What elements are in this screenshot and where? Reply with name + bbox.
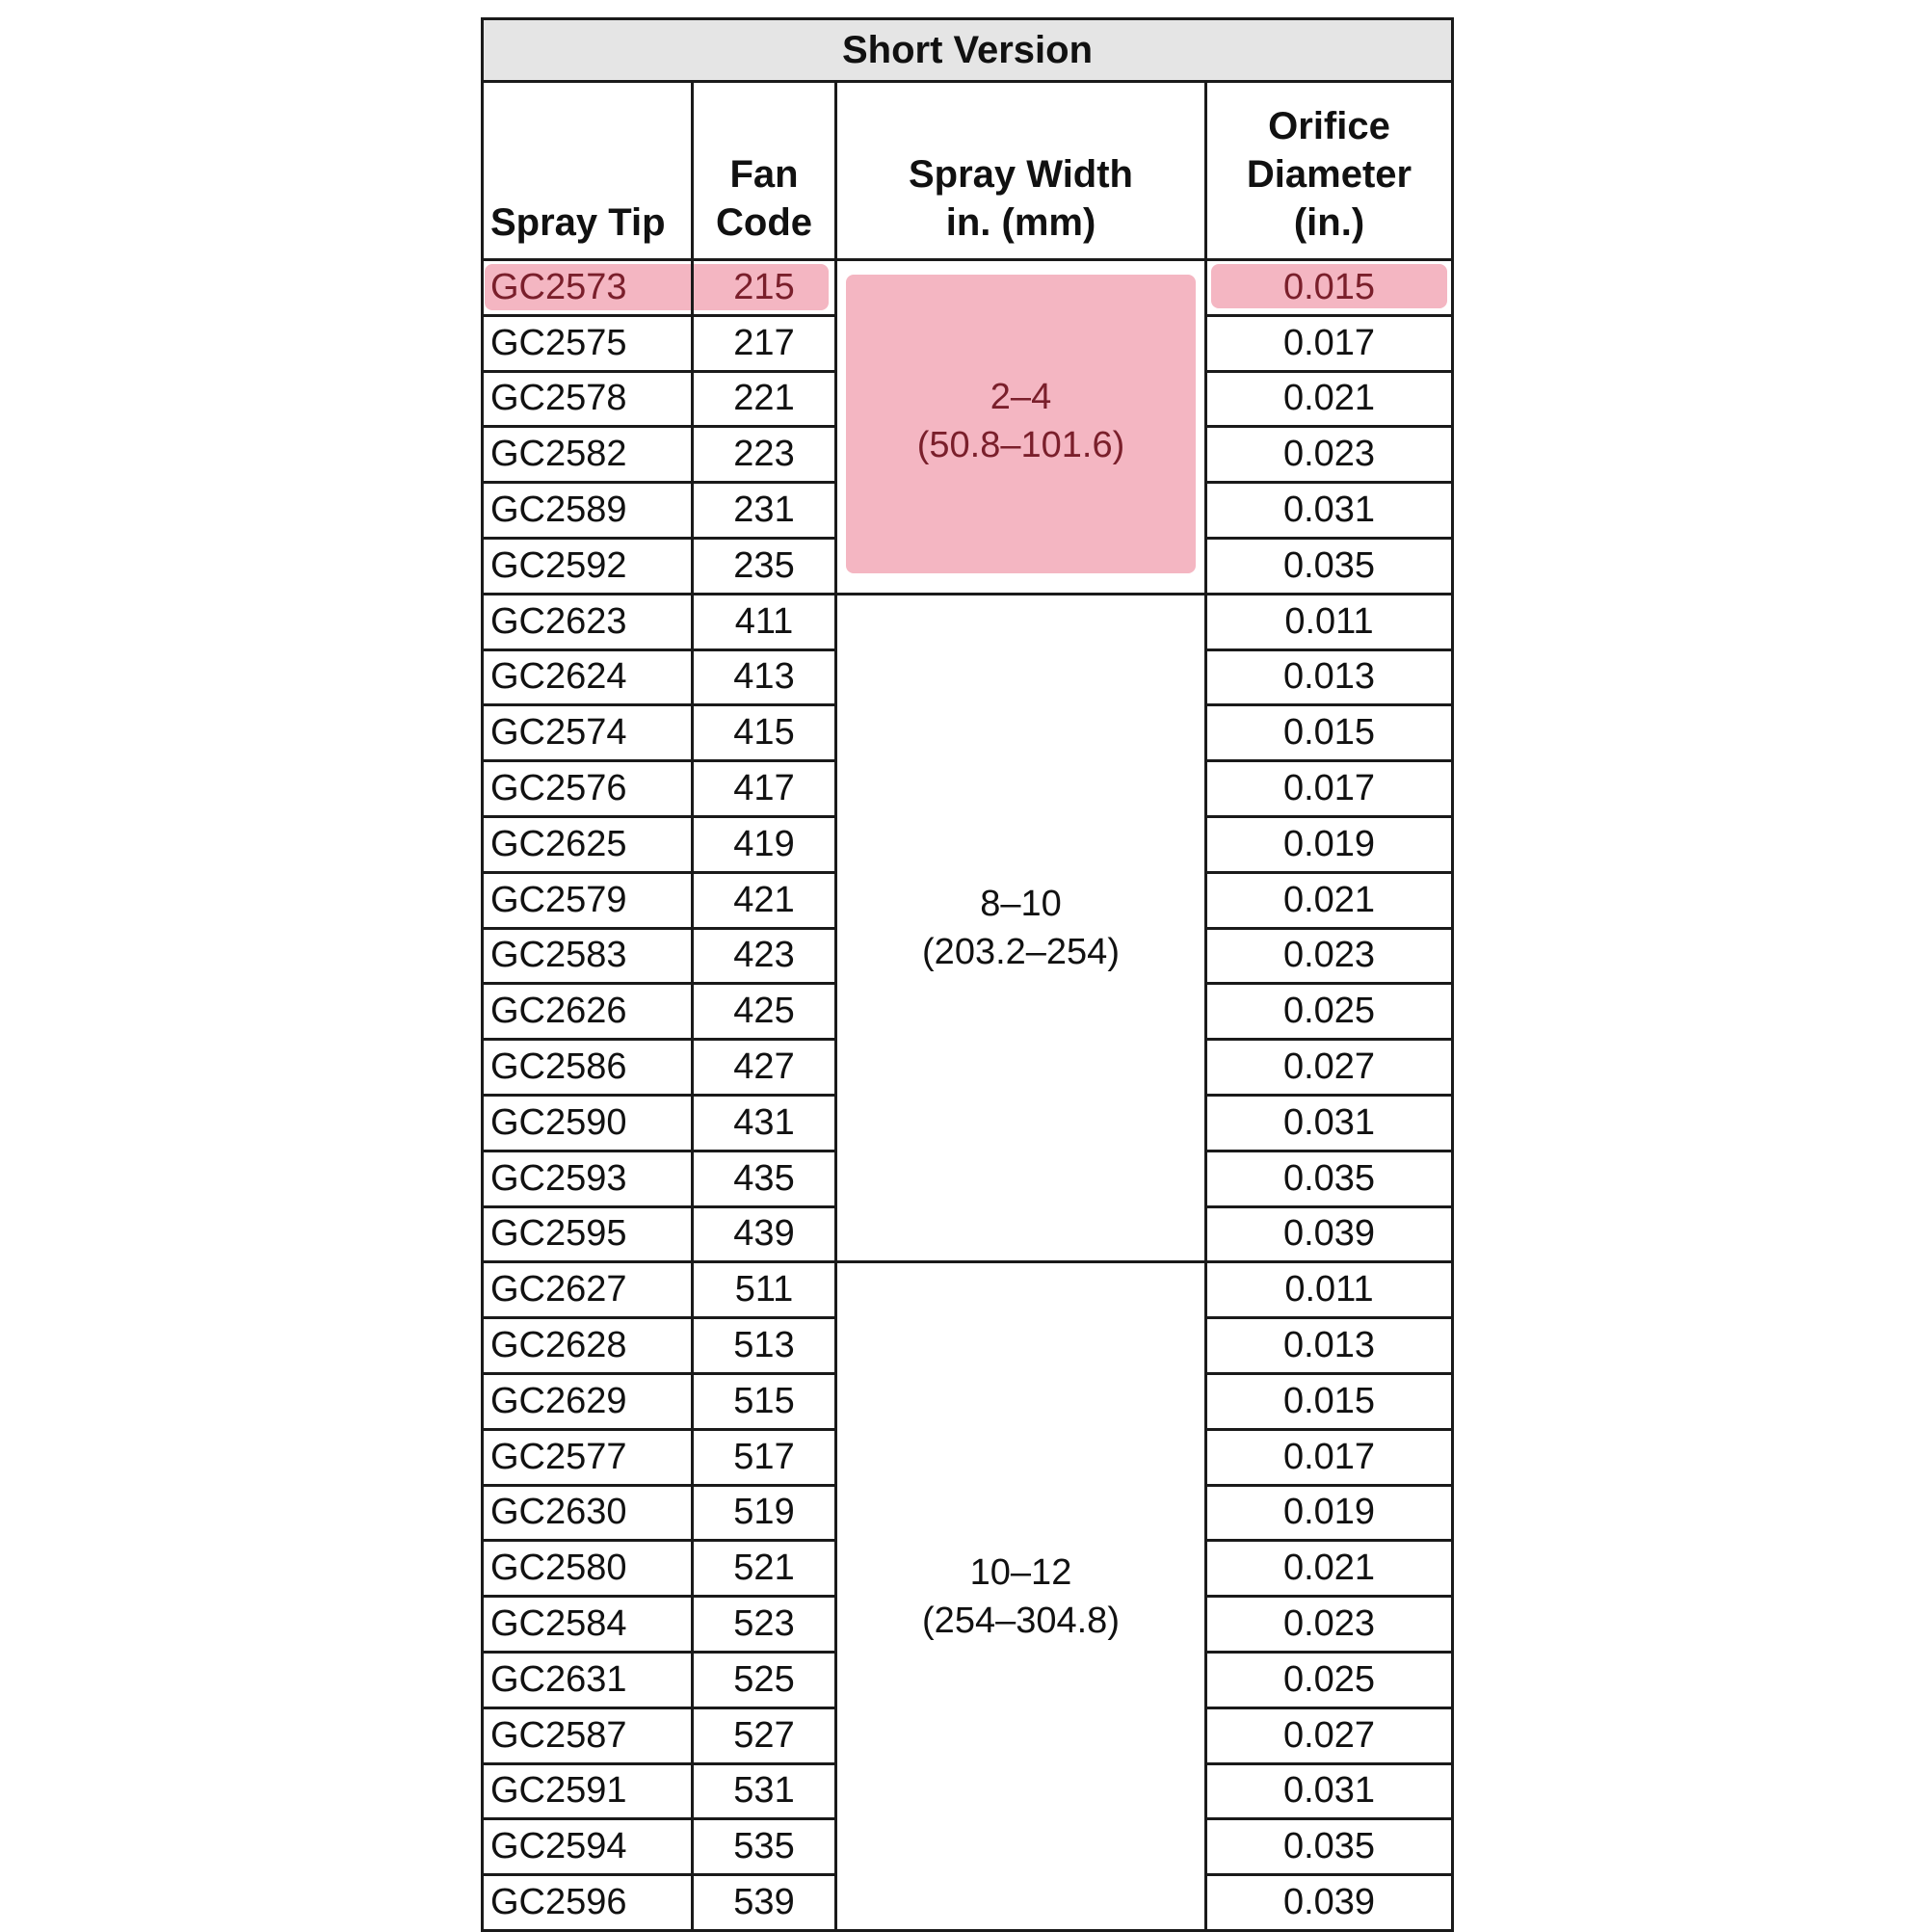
header-spray-tip-label: Spray Tip (490, 201, 666, 244)
fan-code-cell (691, 1316, 837, 1375)
orifice-cell-text: 0.015 (1282, 266, 1376, 307)
fan-code-cell-text: 435 (733, 1157, 795, 1199)
spray-tip-cell (481, 1150, 694, 1208)
spray-tip-cell-text: GC2582 (490, 434, 627, 475)
orifice-cell-text: 0.025 (1282, 1658, 1376, 1700)
spray-tip-cell-text: GC2584 (490, 1603, 627, 1645)
orifice-cell (1204, 314, 1454, 373)
spray-width-group (834, 258, 1207, 595)
orifice-cell (1204, 1372, 1454, 1431)
fan-code-cell-text: 517 (733, 1436, 795, 1477)
spray-tip-cell (481, 1762, 694, 1821)
orifice-cell (1204, 1651, 1454, 1709)
spray-tip-cell (481, 1651, 694, 1709)
orifice-cell-text: 0.035 (1282, 1157, 1376, 1199)
spray-tip-cell-text: GC2578 (490, 378, 627, 419)
fan-code-cell (691, 759, 837, 818)
orifice-cell-text: 0.025 (1282, 991, 1376, 1032)
spray-width-inches: 2–4 (990, 376, 1052, 417)
spray-width-inches: 10–12 (969, 1551, 1072, 1593)
header-fan-code-line-2: Code (716, 201, 812, 244)
orifice-cell-text: 0.027 (1282, 1714, 1376, 1756)
header-spray-width (834, 80, 1207, 261)
fan-code-cell (691, 1539, 837, 1598)
spray-tip-cell-text: GC2574 (490, 712, 627, 754)
spray-tip-cell-text: GC2627 (490, 1269, 627, 1310)
fan-code-cell (691, 537, 837, 595)
spray-tip-cell-text: GC2630 (490, 1492, 627, 1533)
spray-tip-cell (481, 648, 694, 707)
spray-width-inches: 8–10 (980, 884, 1062, 925)
spray-tip-cell-text: GC2586 (490, 1046, 627, 1088)
orifice-cell-text: 0.017 (1282, 1436, 1376, 1477)
orifice-cell (1204, 1038, 1454, 1097)
spray-tip-cell-text: GC2596 (490, 1882, 627, 1923)
fan-code-cell-text: 223 (733, 434, 795, 475)
fan-code-cell (691, 871, 837, 930)
orifice-cell-text: 0.015 (1282, 712, 1376, 754)
orifice-cell-text: 0.021 (1282, 879, 1376, 920)
fan-code-cell-text: 439 (733, 1213, 795, 1255)
spray-width-mm: (254–304.8) (922, 1600, 1120, 1641)
spray-tip-cell (481, 703, 694, 762)
fan-code-cell-text: 521 (733, 1548, 795, 1589)
fan-code-cell (691, 815, 837, 874)
orifice-cell (1204, 258, 1454, 317)
fan-code-cell-text: 427 (733, 1046, 795, 1088)
spray-tip-cell (481, 1038, 694, 1097)
orifice-cell (1204, 370, 1454, 429)
spray-tip-cell (481, 314, 694, 373)
orifice-cell (1204, 481, 1454, 540)
orifice-cell (1204, 593, 1454, 651)
orifice-cell-text: 0.039 (1282, 1213, 1376, 1255)
spray-tip-cell (481, 425, 694, 484)
orifice-cell (1204, 703, 1454, 762)
fan-code-cell (691, 1707, 837, 1765)
spray-tip-cell-text: GC2623 (490, 600, 627, 642)
orifice-cell-text: 0.015 (1282, 1380, 1376, 1421)
table-title: Short Version (481, 17, 1454, 83)
orifice-cell (1204, 871, 1454, 930)
spray-tip-cell-text: GC2580 (490, 1548, 627, 1589)
spray-tip-cell (481, 1316, 694, 1375)
fan-code-cell (691, 425, 837, 484)
spray-tip-cell (481, 481, 694, 540)
spray-tip-cell-text: GC2631 (490, 1658, 627, 1700)
header-spray-width-line-2: in. (mm) (945, 201, 1096, 244)
fan-code-cell (691, 1595, 837, 1654)
spray-width-label (922, 1548, 1120, 1645)
spray-tip-cell-text: GC2590 (490, 1101, 627, 1143)
fan-code-cell-text: 535 (733, 1826, 795, 1867)
orifice-cell-text: 0.011 (1284, 1269, 1374, 1310)
fan-code-cell (691, 1205, 837, 1264)
header-orifice-line-3: (in.) (1293, 201, 1365, 244)
spray-tip-cell-text: GC2595 (490, 1213, 627, 1255)
fan-code-cell (691, 1817, 837, 1876)
spray-tip-cell (481, 871, 694, 930)
fan-code-cell (691, 1372, 837, 1431)
fan-code-cell-text: 417 (733, 768, 795, 809)
spray-tip-cell (481, 1539, 694, 1598)
orifice-cell-text: 0.017 (1282, 768, 1376, 809)
fan-code-cell-text: 419 (733, 823, 795, 864)
fan-code-cell-text: 531 (733, 1770, 795, 1812)
spray-width-mm: (50.8–101.6) (916, 424, 1125, 465)
fan-code-cell (691, 1873, 837, 1932)
fan-code-cell-text: 527 (733, 1714, 795, 1756)
fan-code-cell (691, 481, 837, 540)
orifice-cell (1204, 537, 1454, 595)
fan-code-cell-text: 221 (733, 378, 795, 419)
spray-tip-cell (481, 815, 694, 874)
fan-code-cell (691, 1150, 837, 1208)
fan-code-cell-text: 423 (733, 935, 795, 976)
spray-tip-cell-text: GC2575 (490, 322, 627, 363)
spray-tip-cell-text: GC2628 (490, 1325, 627, 1366)
orifice-cell (1204, 759, 1454, 818)
orifice-cell-text: 0.031 (1282, 490, 1376, 531)
spray-tip-cell-text: GC2579 (490, 879, 627, 920)
fan-code-cell-text: 431 (733, 1101, 795, 1143)
orifice-cell (1204, 1428, 1454, 1487)
orifice-cell (1204, 1205, 1454, 1264)
fan-code-cell (691, 1762, 837, 1821)
header-orifice-diameter (1204, 80, 1454, 261)
spray-tip-cell (481, 1260, 694, 1319)
orifice-cell-text: 0.017 (1282, 322, 1376, 363)
orifice-cell-text: 0.031 (1282, 1101, 1376, 1143)
fan-code-cell (691, 1651, 837, 1709)
fan-code-cell-text: 515 (733, 1380, 795, 1421)
spray-tip-cell (481, 537, 694, 595)
orifice-cell-text: 0.019 (1282, 1492, 1376, 1533)
spray-tip-cell (481, 258, 694, 317)
fan-code-cell-text: 523 (733, 1603, 795, 1645)
fan-code-cell (691, 314, 837, 373)
fan-code-cell-text: 413 (733, 656, 795, 698)
spray-width-label (922, 880, 1120, 976)
header-spray-tip (481, 80, 694, 261)
spray-tip-cell (481, 1372, 694, 1431)
fan-code-cell-text: 415 (733, 712, 795, 754)
spray-tip-cell-text: GC2576 (490, 768, 627, 809)
orifice-cell-text: 0.019 (1282, 823, 1376, 864)
spray-tip-cell (481, 1817, 694, 1876)
fan-code-cell-text: 511 (734, 1269, 794, 1310)
spray-tip-cell (481, 1205, 694, 1264)
spray-tip-cell-text: GC2589 (490, 490, 627, 531)
orifice-cell (1204, 1260, 1454, 1319)
fan-code-cell (691, 1094, 837, 1152)
spray-tip-cell (481, 1094, 694, 1152)
spray-tip-cell (481, 1707, 694, 1765)
spray-tip-cell-text: GC2626 (490, 991, 627, 1032)
spray-tip-cell-text: GC2625 (490, 823, 627, 864)
fan-code-cell (691, 593, 837, 651)
fan-code-cell (691, 370, 837, 429)
orifice-cell (1204, 1873, 1454, 1932)
fan-code-cell (691, 648, 837, 707)
fan-code-cell-text: 217 (733, 322, 795, 363)
orifice-cell (1204, 1817, 1454, 1876)
spray-width-group (834, 593, 1207, 1264)
orifice-cell (1204, 1595, 1454, 1654)
orifice-cell (1204, 1316, 1454, 1375)
spray-tip-table (481, 17, 1454, 1923)
orifice-cell (1204, 425, 1454, 484)
orifice-cell (1204, 1484, 1454, 1543)
orifice-cell (1204, 1539, 1454, 1598)
fan-code-cell (691, 1484, 837, 1543)
orifice-cell-text: 0.021 (1282, 1548, 1376, 1589)
fan-code-cell (691, 927, 837, 986)
spray-tip-cell (481, 1873, 694, 1932)
spray-tip-cell (481, 370, 694, 429)
spray-tip-cell (481, 759, 694, 818)
fan-code-cell-text: 215 (733, 266, 795, 307)
fan-code-cell-text: 525 (733, 1658, 795, 1700)
fan-code-cell-text: 421 (733, 879, 795, 920)
orifice-cell-text: 0.023 (1282, 935, 1376, 976)
orifice-cell-text: 0.011 (1284, 600, 1374, 642)
fan-code-cell (691, 1260, 837, 1319)
spray-tip-cell (481, 982, 694, 1041)
spray-tip-cell-text: GC2591 (490, 1770, 627, 1812)
spray-width-mm: (203.2–254) (922, 932, 1120, 973)
fan-code-cell-text: 231 (733, 490, 795, 531)
spray-tip-cell-text: GC2587 (490, 1714, 627, 1756)
orifice-cell (1204, 1762, 1454, 1821)
header-orifice-line-2: Diameter (1246, 153, 1412, 196)
fan-code-cell (691, 1038, 837, 1097)
fan-code-cell-text: 235 (733, 544, 795, 586)
orifice-cell-text: 0.021 (1282, 378, 1376, 419)
spray-tip-cell (481, 1428, 694, 1487)
spray-tip-cell-text: GC2624 (490, 656, 627, 698)
fan-code-cell-text: 513 (733, 1325, 795, 1366)
orifice-cell-text: 0.023 (1282, 434, 1376, 475)
orifice-cell-text: 0.039 (1282, 1882, 1376, 1923)
orifice-cell-text: 0.035 (1282, 544, 1376, 586)
fan-code-cell (691, 982, 837, 1041)
orifice-cell-text: 0.023 (1282, 1603, 1376, 1645)
orifice-cell (1204, 1707, 1454, 1765)
header-fan-code-line-1: Fan (729, 153, 799, 196)
header-fan-code (691, 80, 837, 261)
orifice-cell-text: 0.013 (1282, 1325, 1376, 1366)
orifice-cell-text: 0.035 (1282, 1826, 1376, 1867)
spray-tip-cell-text: GC2577 (490, 1436, 627, 1477)
orifice-cell (1204, 982, 1454, 1041)
spray-tip-cell (481, 1484, 694, 1543)
spray-tip-cell-text: GC2593 (490, 1157, 627, 1199)
orifice-cell (1204, 815, 1454, 874)
fan-code-cell (691, 1428, 837, 1487)
spray-tip-cell-text: GC2629 (490, 1380, 627, 1421)
orifice-cell (1204, 1094, 1454, 1152)
spray-tip-cell-text: GC2573 (490, 266, 627, 307)
orifice-cell (1204, 648, 1454, 707)
header-orifice-line-1: Orifice (1268, 105, 1390, 147)
spray-width-group (834, 1260, 1207, 1932)
orifice-cell (1204, 1150, 1454, 1208)
fan-code-cell (691, 258, 837, 317)
orifice-cell-text: 0.031 (1282, 1770, 1376, 1812)
orifice-cell (1204, 927, 1454, 986)
spray-tip-cell-text: GC2594 (490, 1826, 627, 1867)
spray-tip-cell-text: GC2592 (490, 544, 627, 586)
fan-code-cell-text: 519 (733, 1492, 795, 1533)
fan-code-cell-text: 425 (733, 991, 795, 1032)
spray-tip-cell (481, 1595, 694, 1654)
spray-width-label (917, 373, 1125, 469)
header-spray-width-line-1: Spray Width (909, 153, 1133, 196)
orifice-cell-text: 0.027 (1282, 1046, 1376, 1088)
fan-code-cell-text: 411 (734, 600, 794, 642)
spray-tip-cell (481, 593, 694, 651)
fan-code-cell-text: 539 (733, 1882, 795, 1923)
spray-tip-cell-text: GC2583 (490, 935, 627, 976)
fan-code-cell (691, 703, 837, 762)
orifice-cell-text: 0.013 (1282, 656, 1376, 698)
spray-tip-cell (481, 927, 694, 986)
